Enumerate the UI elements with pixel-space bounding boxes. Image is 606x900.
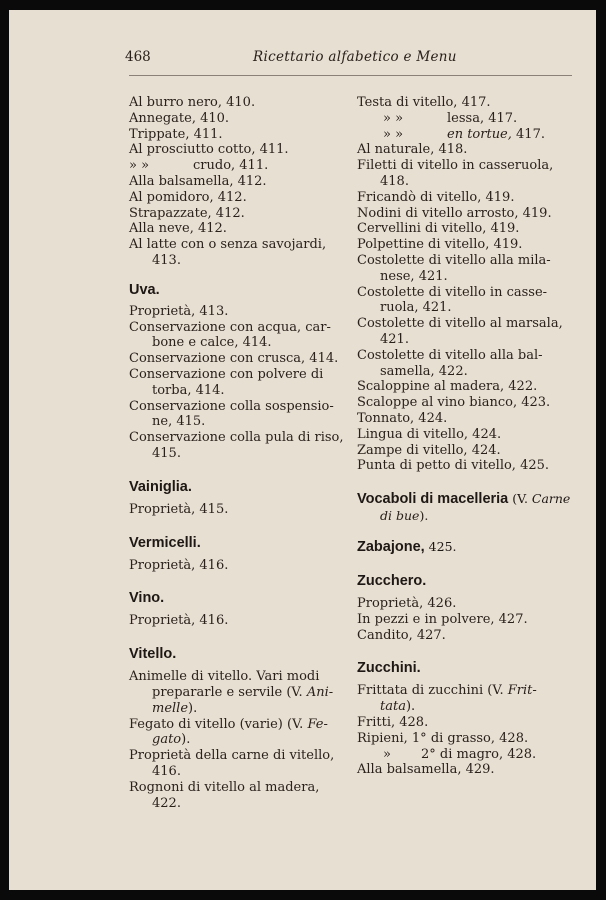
index-entry: Testa di vitello, 417. xyxy=(357,95,491,110)
index-entry-cont: 416. xyxy=(152,763,181,779)
index-entry xyxy=(129,158,344,174)
index-entry: » » lessa, 417. xyxy=(383,110,518,126)
index-entry: Scaloppine al madera, 422. xyxy=(357,379,538,395)
index-entry: Proprietà della carne di vitello, xyxy=(129,748,335,764)
index-entry: Al naturale, 418. xyxy=(357,142,468,158)
index-entry: Proprietà, 416. xyxy=(129,613,229,629)
index-entry-cont: di bue). xyxy=(380,508,429,524)
index-entry-cont: torba, 414. xyxy=(152,382,225,398)
index-entry: Ripieni, 1° di grasso, 428. xyxy=(357,730,529,746)
index-entry-cont: 421. xyxy=(380,331,409,347)
index-entry-cont: gato). xyxy=(152,732,191,748)
index-entry: In pezzi e in polvere, 427. xyxy=(357,611,528,627)
index-entry: » 2° di magro, 428. xyxy=(383,746,537,762)
section-heading-vermicelli: Vermicelli. xyxy=(129,534,201,551)
index-entry: Al burro nero, 410. xyxy=(129,95,256,110)
index-entry: » » en tortue, 417. xyxy=(383,126,545,142)
section-heading-vainiglia: Vainiglia. xyxy=(129,478,192,495)
book-page xyxy=(9,10,596,890)
index-entry: Trippate, 411. xyxy=(129,126,223,142)
index-entry: Costolette di vitello alla bal- xyxy=(357,347,543,363)
index-entry: Fegato di vitello (varie) (V. Fe- xyxy=(129,716,328,732)
index-entry: Scaloppe al vino bianco, 423. xyxy=(357,395,551,411)
left-column xyxy=(129,95,344,811)
index-entry: Al prosciutto cotto, 411. xyxy=(129,142,289,158)
header-rule xyxy=(129,75,572,76)
index-entry: Costolette di vitello alla mila- xyxy=(357,252,551,268)
index-entry: Conservazione colla pula di riso, xyxy=(129,430,344,446)
ditto-marks: » » xyxy=(383,126,404,142)
index-entry-cont: samella, 422. xyxy=(380,363,468,379)
index-entry-cont: nese, 421. xyxy=(380,268,448,284)
ditto-marks: » xyxy=(383,746,391,762)
entry-text: crudo, 411. xyxy=(193,158,269,174)
index-entry-cont: 422. xyxy=(152,795,181,811)
index-entry: Punta di petto di vitello, 425. xyxy=(357,458,550,474)
index-entry: Cervellini di vitello, 419. xyxy=(357,221,520,237)
index-entry: Polpettine di vitello, 419. xyxy=(357,237,523,253)
index-entry: Zampe di vitello, 424. xyxy=(357,442,501,458)
index-entry: Alla neve, 412. xyxy=(129,221,227,237)
page-number: 468 xyxy=(125,49,151,65)
index-entry-cont: prepararle e servile (V. Ani- xyxy=(152,684,334,700)
section-heading-vocaboli: Vocaboli di macelleria (V. Carne xyxy=(357,491,571,508)
index-entry-cont: 415. xyxy=(152,445,181,461)
index-entry-cont: 418. xyxy=(380,173,409,189)
section-heading-uva: Uva. xyxy=(129,281,160,298)
index-entry: Nodini di vitello arrosto, 419. xyxy=(357,205,552,221)
section-heading-vino: Vino. xyxy=(129,590,165,607)
index-entry: Al latte con o senza savojardi, xyxy=(129,237,327,253)
index-entry: Proprietà, 413. xyxy=(129,303,229,319)
index-entry: Frittata di zucchini (V. Frit- xyxy=(357,683,537,699)
index-entry: Proprietà, 415. xyxy=(129,501,229,517)
index-entry-cont: ruola, 421. xyxy=(380,300,452,316)
index-entry: Al pomidoro, 412. xyxy=(129,189,247,205)
section-heading-zucchero: Zucchero. xyxy=(357,572,427,589)
right-column xyxy=(357,95,579,778)
index-entry: Lingua di vitello, 424. xyxy=(357,426,502,442)
index-entry-cont: 413. xyxy=(152,252,181,268)
index-entry: Alla balsamella, 429. xyxy=(357,762,495,778)
section-heading-vitello: Vitello. xyxy=(129,646,177,663)
index-entry: Fritti, 428. xyxy=(357,714,429,730)
index-entry-cont: bone e calce, 414. xyxy=(152,335,272,351)
index-entry: Fricandò di vitello, 419. xyxy=(357,189,515,205)
index-entry: Proprietà, 416. xyxy=(129,557,229,573)
index-entry: Costolette di vitello in casse- xyxy=(357,284,548,300)
ditto-marks: » » xyxy=(129,158,150,174)
index-entry: Strapazzate, 412. xyxy=(129,205,245,221)
index-entry: Proprietà, 426. xyxy=(357,595,457,611)
index-entry: Costolette di vitello al marsala, xyxy=(357,316,563,332)
index-entry-cont: tata). xyxy=(380,699,416,715)
index-entry: Animelle di vitello. Vari modi xyxy=(129,669,320,685)
index-entry-cont: ne, 415. xyxy=(152,414,206,430)
index-entry: Filetti di vitello in casseruola, xyxy=(357,158,554,174)
section-heading-zabajone: Zabajone, 425. xyxy=(357,538,457,555)
index-entry: Conservazione con polvere di xyxy=(129,366,324,382)
section-heading-zucchini: Zucchini. xyxy=(357,660,421,677)
index-entry: Conservazione con acqua, car- xyxy=(129,319,331,335)
index-entry: Conservazione colla sospensio- xyxy=(129,398,334,414)
ditto-marks: » » xyxy=(383,110,404,126)
index-entry: Alla balsamella, 412. xyxy=(129,173,267,189)
index-entry: Conservazione con crusca, 414. xyxy=(129,351,339,367)
running-title: Ricettario alfabetico e Menu xyxy=(253,49,457,65)
index-entry: Candito, 427. xyxy=(357,627,446,643)
index-entry: Rognoni di vitello al madera, xyxy=(129,779,320,795)
index-entry: Tonnato, 424. xyxy=(357,410,448,426)
index-entry-cont: melle). xyxy=(152,700,198,716)
index-entry: Annegate, 410. xyxy=(129,110,230,126)
